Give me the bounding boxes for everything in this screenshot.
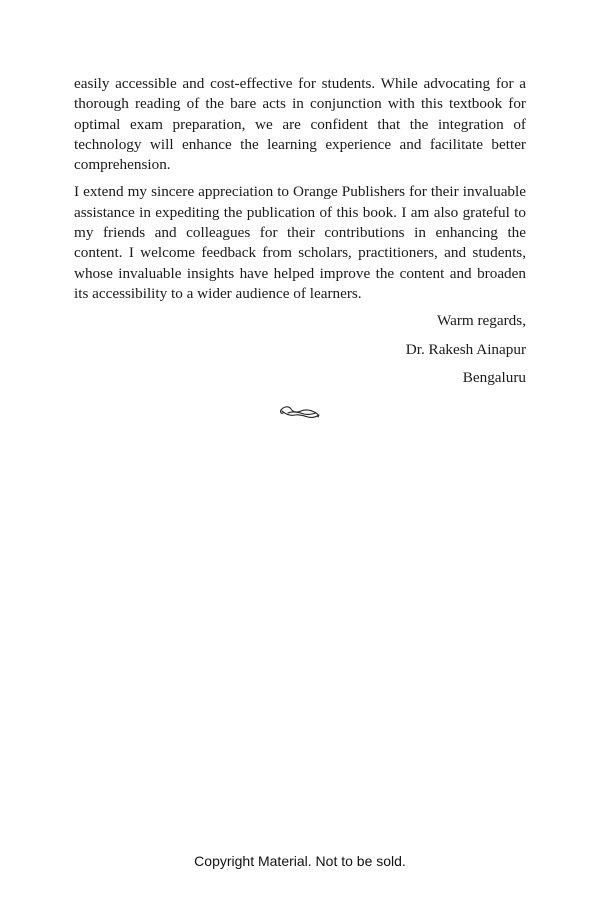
author-name: Dr. Rakesh Ainapur (405, 340, 526, 358)
closing-text: Warm regards, (436, 312, 526, 330)
copyright-footer: Copyright Material. Not to be sold. (194, 853, 406, 869)
author-place: Bengaluru (462, 368, 526, 386)
paragraph-acknowledgements: I extend my sincere appreciation to Orange Publishers for their invaluable assistance in expediting the publication of this book. I am also grateful to my friends and colleagues for their contributions in enhancing the content. I welcome feedback from scholars, practitioners, and students, whose invaluable insights have helped improve the content and broaden its accessibility to a wider audience of learners. (74, 183, 526, 302)
paragraph-intro: easily accessible and cost-effective for students. While advocating for a thorough reading of the bare acts in conjunction with this textbook for optimal exam preparation, we are confident that the integration of technology will enhance the learning experience and facilitate better comprehension. (74, 75, 526, 174)
page-content (74, 74, 526, 396)
signoff-block (74, 311, 526, 388)
flourish-ornament-icon (278, 404, 322, 422)
